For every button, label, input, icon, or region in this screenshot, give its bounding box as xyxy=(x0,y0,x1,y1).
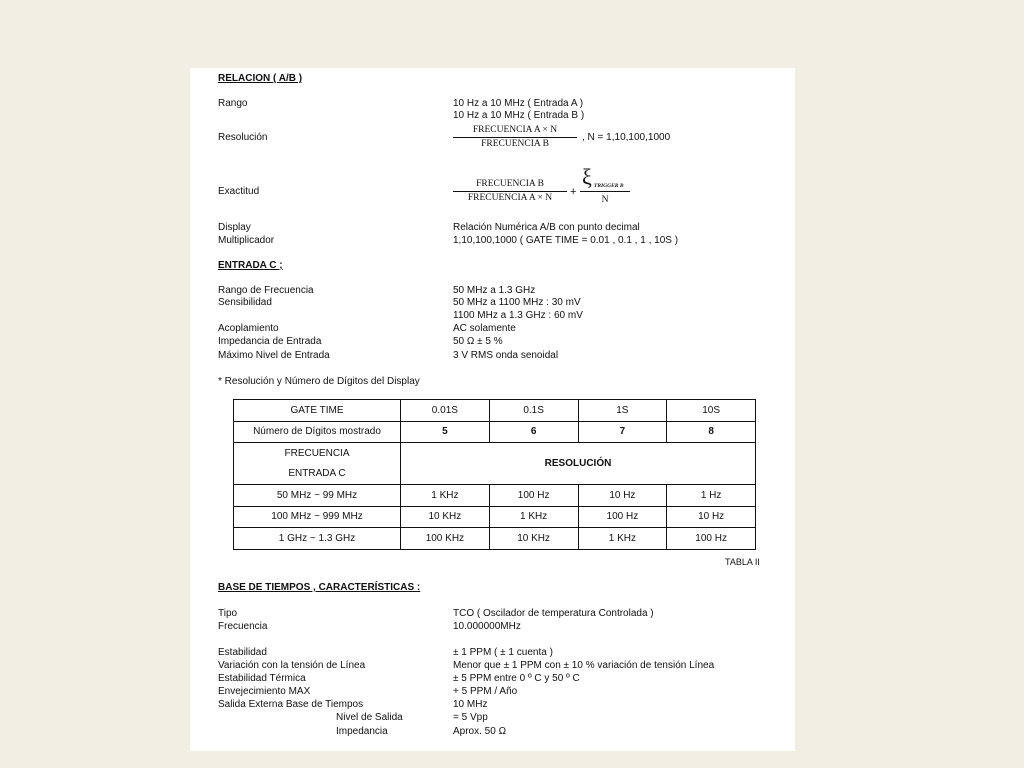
impedancia-entrada-label: Impedancia de Entrada xyxy=(218,336,322,347)
exactitud-denominator: FRECUENCIA A × N xyxy=(467,193,553,203)
exactitud-fraction xyxy=(453,178,567,205)
xi-symbol: ξ xyxy=(582,164,592,189)
trigger-subscript: TRIGGER B xyxy=(594,183,624,189)
resolution-cell: 10 Hz xyxy=(667,506,756,528)
table-caption: TABLA II xyxy=(725,557,760,567)
exactitud-label: Exactitud xyxy=(218,186,260,197)
sensibilidad-value-1: 50 MHz a 1100 MHz : 30 mV xyxy=(453,297,581,308)
frecuencia-value: 10.000000MHz xyxy=(453,621,521,632)
rango-value-a: 10 Hz a 10 MHz ( Entrada A ) xyxy=(453,98,584,109)
table-row xyxy=(234,506,756,528)
termica-value: ± 5 PPM entre 0 º C y 50 º C xyxy=(453,673,580,684)
acoplamiento-label: Acoplamiento xyxy=(218,323,279,334)
multiplicador-label: Multiplicador xyxy=(218,235,275,246)
trigger-denominator: N xyxy=(601,195,609,205)
exactitud-numerator: FRECUENCIA B xyxy=(476,179,544,189)
resolution-cell: 1 KHz xyxy=(578,528,667,550)
frecuencia-header: FRECUENCIA xyxy=(234,443,401,464)
exactitud-trigger-fraction xyxy=(580,166,632,210)
frecuencia-label: Frecuencia xyxy=(218,621,268,632)
entrada-c-heading: ENTRADA C ; xyxy=(218,260,283,271)
resolucion-fraction xyxy=(453,124,577,151)
gate-time-cell: 0.01S xyxy=(401,400,490,422)
resolution-cell: 10 KHz xyxy=(401,506,490,528)
table-row xyxy=(234,400,756,422)
resolution-cell: 1 KHz xyxy=(401,485,490,507)
range-cell: 1 GHz ~ 1.3 GHz xyxy=(234,528,401,550)
sensibilidad-label: Sensibilidad xyxy=(218,297,272,308)
rango-frecuencia-label: Rango de Frecuencia xyxy=(218,285,314,296)
envejecimiento-value: + 5 PPM / Año xyxy=(453,686,518,697)
exactitud-plus: + xyxy=(570,186,577,198)
acoplamiento-value: AC solamente xyxy=(453,323,516,334)
impedancia-value: Aprox. 50 Ω xyxy=(453,726,507,737)
resolucion-label: Resolución xyxy=(218,132,268,143)
impedancia-entrada-value: 50 Ω ± 5 % xyxy=(453,336,503,347)
gate-time-header: GATE TIME xyxy=(234,400,401,422)
salida-label: Salida Externa Base de Tiempos xyxy=(218,699,364,710)
table-row xyxy=(234,443,756,464)
range-cell: 50 MHz ~ 99 MHz xyxy=(234,485,401,507)
resolucion-numerator: FRECUENCIA A × N xyxy=(472,125,558,135)
resolucion-denominator: FRECUENCIA B xyxy=(481,139,549,149)
tipo-value: TCO ( Oscilador de temperatura Controlada ) xyxy=(453,608,654,619)
resolution-cell: 1 Hz xyxy=(667,485,756,507)
nivel-salida-value: = 5 Vpp xyxy=(453,712,488,723)
impedancia-label: Impedancia xyxy=(336,726,388,737)
rango-value-b: 10 Hz a 10 MHz ( Entrada B ) xyxy=(453,110,585,121)
base-tiempos-heading: BASE DE TIEMPOS , CARACTERÍSTICAS : xyxy=(218,582,421,593)
table-row xyxy=(234,485,756,507)
rango-label: Rango xyxy=(218,98,248,109)
resolution-table xyxy=(233,399,756,550)
resolucion-header: RESOLUCIÓN xyxy=(401,443,756,485)
entrada-c-header: ENTRADA C xyxy=(234,464,401,485)
document-page xyxy=(190,68,795,751)
gate-time-cell: 10S xyxy=(667,400,756,422)
maximo-nivel-label: Máximo Nivel de Entrada xyxy=(218,350,330,361)
salida-value: 10 MHz xyxy=(453,699,488,710)
resolucion-n: , N = 1,10,100,1000 xyxy=(582,132,671,143)
display-value: Relación Numérica A/B con punto decimal xyxy=(453,222,640,233)
rango-frecuencia-value: 50 MHz a 1.3 GHz xyxy=(453,285,536,296)
table-row xyxy=(234,528,756,550)
resolution-cell: 100 KHz xyxy=(401,528,490,550)
envejecimiento-label: Envejecimiento MAX xyxy=(218,686,311,697)
gate-time-cell: 1S xyxy=(578,400,667,422)
variacion-label: Variación con la tensión de Línea xyxy=(218,660,366,671)
resolution-cell: 100 Hz xyxy=(578,506,667,528)
gate-time-cell: 0.1S xyxy=(489,400,578,422)
sensibilidad-value-2: 1100 MHz a 1.3 GHz : 60 mV xyxy=(453,310,583,321)
resolution-cell: 100 Hz xyxy=(667,528,756,550)
resolution-cell: 10 KHz xyxy=(489,528,578,550)
resolution-cell: 100 Hz xyxy=(489,485,578,507)
nivel-salida-label: Nivel de Salida xyxy=(336,712,403,723)
table-note: * Resolución y Número de Dígitos del Display xyxy=(218,376,420,387)
estabilidad-value: ± 1 PPM ( ± 1 cuenta ) xyxy=(453,647,553,658)
variacion-value: Menor que ± 1 PPM con ± 10 % variación de tensión Línea xyxy=(453,660,715,671)
digits-cell: 5 xyxy=(401,421,490,443)
tipo-label: Tipo xyxy=(218,608,238,619)
multiplicador-value: 1,10,100,1000 ( GATE TIME = 0.01 , 0.1 , 1 , 10S ) xyxy=(453,235,679,246)
resolution-cell: 1 KHz xyxy=(489,506,578,528)
digits-cell: 6 xyxy=(489,421,578,443)
termica-label: Estabilidad Térmica xyxy=(218,673,306,684)
table-row xyxy=(234,421,756,443)
digits-header: Número de Dígitos mostrado xyxy=(234,421,401,443)
relacion-heading: RELACION ( A/B ) xyxy=(218,73,303,84)
digits-cell: 7 xyxy=(578,421,667,443)
display-label: Display xyxy=(218,222,251,233)
maximo-nivel-value: 3 V RMS onda senoidal xyxy=(453,350,559,361)
estabilidad-label: Estabilidad xyxy=(218,647,267,658)
digits-cell: 8 xyxy=(667,421,756,443)
range-cell: 100 MHz ~ 999 MHz xyxy=(234,506,401,528)
resolution-cell: 10 Hz xyxy=(578,485,667,507)
